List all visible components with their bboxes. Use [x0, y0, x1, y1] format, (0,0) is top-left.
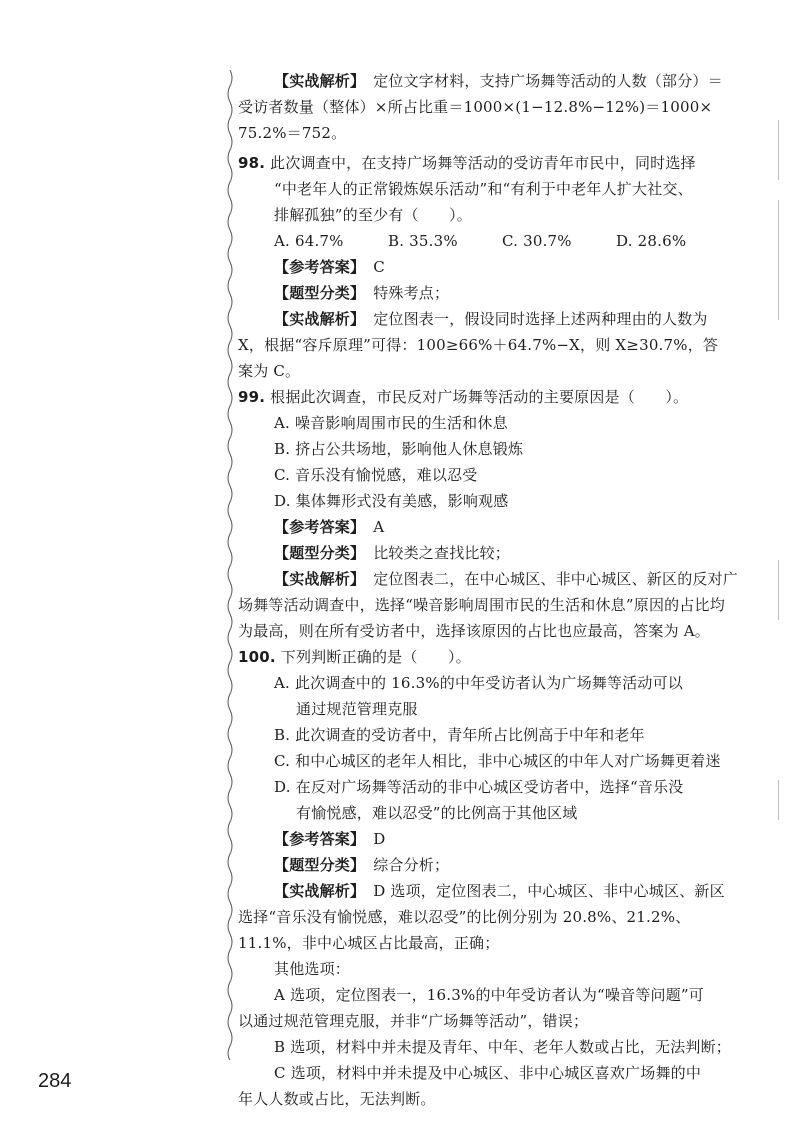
right-edge-mark: [778, 780, 779, 820]
option-c: C. 音乐没有愉悦感，难以忍受: [274, 466, 478, 484]
option-c: C. 和中心城区的老年人相比，非中心城区的中年人对广场舞更着迷: [274, 752, 721, 770]
text-line: 选择“音乐没有愉悦感，难以忍受”的比例分别为 20.8%、21.2%、: [238, 908, 691, 926]
text-line: 排解孤独”的至少有（ ）。: [274, 206, 472, 224]
text-line: 【实战解析】 定位文字材料，支持广场舞等活动的人数（部分）＝: [274, 72, 723, 90]
option-b: B. 挤占公共场地，影响他人休息锻炼: [274, 440, 524, 458]
option-a: A. 64.7%: [274, 232, 344, 250]
text-line: 受访者数量（整体）×所占比重＝1000×(1−12.8%−12%)＝1000×: [238, 98, 713, 116]
text-line: 75.2%＝752。: [238, 124, 347, 142]
reference-answer: 【参考答案】 D: [274, 830, 386, 848]
option-d: D. 28.6%: [616, 232, 687, 250]
text-line: 11.1%，非中心城区占比最高，正确；: [238, 934, 500, 952]
question-type: 【题型分类】 综合分析；: [274, 856, 450, 874]
left-border-decoration: [224, 70, 236, 1060]
right-edge-mark: [778, 560, 779, 620]
option-b: B. 此次调查的受访者中，青年所占比例高于中年和老年: [274, 726, 645, 744]
text-line: 有愉悦感，难以忍受”的比例高于其他区域: [296, 804, 578, 822]
option-b: B. 35.3%: [388, 232, 458, 250]
text-line: A 选项，定位图表一，16.3%的中年受访者认为“噪音等问题”可: [274, 986, 704, 1004]
text-line: C 选项，材料中并未提及中心城区、非中心城区喜欢广场舞的中: [274, 1064, 702, 1082]
question-100: 100. 下列判断正确的是（ ）。: [238, 648, 471, 666]
text-line: 为最高，则在所有受访者中，选择该原因的占比也应最高，答案为 A。: [238, 622, 711, 640]
reference-answer: 【参考答案】 C: [274, 258, 385, 276]
option-a: A. 噪音影响周围市民的生活和休息: [274, 414, 508, 432]
text-line: B 选项，材料中并未提及青年、中年、老年人数或占比，无法判断；: [274, 1038, 731, 1056]
analysis: 【实战解析】 D 选项，定位图表二，中心城区、非中心城区、新区: [274, 882, 725, 900]
question-type: 【题型分类】 特殊考点；: [274, 284, 450, 302]
text-line: 场舞等活动调查中，选择“噪音影响周围市民的生活和休息”原因的占比均: [238, 596, 725, 614]
option-d: D. 集体舞形式没有美感，影响观感: [274, 492, 509, 510]
answer-options: [274, 230, 730, 252]
analysis: 【实战解析】 定位图表一，假设同时选择上述两种理由的人数为: [274, 310, 708, 328]
right-edge-mark: [778, 120, 779, 180]
page-number: 284: [38, 1070, 72, 1092]
option-d: D. 在反对广场舞等活动的非中心城区受访者中，选择“音乐没: [274, 778, 684, 796]
text-line: 年人人数或占比，无法判断。: [238, 1090, 436, 1108]
question-99: 99. 根据此次调查，市民反对广场舞等活动的主要原因是（ ）。: [238, 388, 689, 406]
text-line: 以通过规范管理克服，并非“广场舞等活动”，错误；: [238, 1012, 589, 1030]
reference-answer: 【参考答案】 A: [274, 518, 385, 536]
option-a: A. 此次调查中的 16.3%的中年受访者认为广场舞等活动可以: [274, 674, 683, 692]
text-line: 案为 C。: [238, 362, 301, 380]
text-line: X，根据“容斥原理”可得：100≥66%＋64.7%−X，则 X≥30.7%，答: [238, 336, 719, 354]
text-line: 其他选项：: [274, 960, 351, 978]
question-type: 【题型分类】 比较类之查找比较；: [274, 544, 511, 562]
question-98: 98. 此次调查中，在支持广场舞等活动的受访青年市民中，同时选择: [238, 154, 696, 172]
text-line: 通过规范管理克服: [296, 700, 418, 718]
option-c: C. 30.7%: [502, 232, 572, 250]
right-edge-mark: [778, 200, 779, 320]
analysis: 【实战解析】 定位图表二，在中心城区、非中心城区、新区的反对广: [274, 570, 739, 588]
text-line: “中老年人的正常锻炼娱乐活动”和“有利于中老年人扩大社交、: [274, 180, 693, 198]
